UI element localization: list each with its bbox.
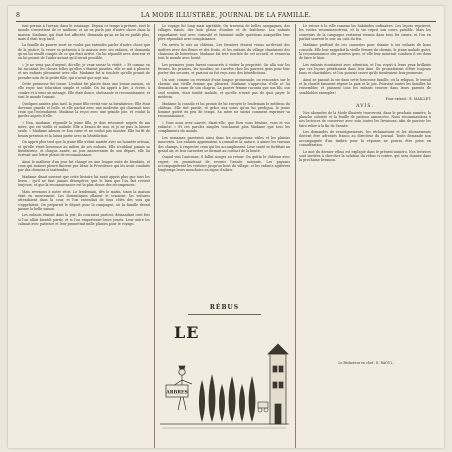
paragraph: Le retour à la ville ramena les habitudes ordinaires. Les leçons reprirent, les visites recommencèrent, et la vie reprit son cours paisible. Mais les souvenirs de la campagne restaient vivants dans tous les cœurs, et l'on en parlait souvent le soir, au coin du feu.	[299, 24, 431, 41]
paragraph: La famille du pauvre mort ne voulut pas entendre parler d'autre chose que de la justice; la veuve se présenta à la maison avec ses enfants, et demanda qu'on lui rendît compte de ce qui était arrivé. On lui répondit avec douceur et on lui promit de l'aider autant qu'il serait possible.	[18, 43, 150, 61]
page-header	[16, 12, 436, 21]
rebus-illustration	[158, 304, 291, 446]
paragraph: Nos abonnées de la Mode illustrée trouveront, dans le prochain numéro, la planche coloriée et la feuille de patrons annoncées. Nous recommandons à nos lectrices de conserver avec soin toutes les livraisons, afin de pouvoir les faire relier à la fin de l'année.	[299, 110, 431, 128]
paragraph: Quelques années plus tard, la jeune fille revint voir sa bienfaitrice. Elle était devenue grande et belle, et elle parlait avec une modestie qui charmait tous ceux qui l'entendaient. Madame la reçut avec une grande joie, et voulut la garder auprès d'elle.	[18, 101, 150, 119]
paragraph: Les enfants étaient dans la joie; ils couraient partout, demandant cent fois si l'on allait bientôt partir, et si l'on emporterait leurs jouets. Leur mère les calmait avec patience et leur promettait mille plaisirs pour le voyage.	[18, 213, 150, 227]
paragraph: Le mot du dernier rébus est expliqué dans le présent numéro. Nos lectrices sont invitées à chercher la solution du rébus ci-contre, qui sera donnée dans la prochaine livraison.	[299, 149, 431, 163]
section-title-avis: AVIS.	[356, 103, 374, 109]
column-right	[299, 24, 431, 448]
rebus-title: RÉBUS	[209, 304, 240, 311]
paragraph: Les premiers jours furent consacrés à visiter la propriété. On alla voir les fermes, les prairies, les moulins; on s'arrêta chez les pauvres gens pour leur porter des secours, et partout on fut reçu avec des bénédictions.	[158, 62, 290, 76]
cypress-trees	[199, 374, 255, 422]
paragraph: Madame la consola et lui promit de lui envoyer le lendemain le médecin du château. Elle tint parole, et grâce aux soins qu'on lui prodigua, le jeune homme guérit en peu de temps. Sa mère ne savait comment exprimer sa reconnaissance.	[158, 101, 290, 119]
paragraph: Un soir, comme on revenait d'une longue promenade, on rencontra sur le chemin une vieille femme qui pleurait. Madame s'approcha d'elle et lui demanda la cause de son chagrin. La pauvre femme raconta que son fils, son seul soutien, était tombé malade, et qu'elle n'avait pas de quoi payer le médecin.	[158, 77, 290, 100]
rebus-letters: LE	[174, 323, 200, 342]
column-divider	[154, 24, 155, 448]
journal-title: LA MODE ILLUSTRÉE, JOURNAL DE LA FAMILLE.	[140, 12, 312, 19]
article-signature: Pour extrait : E. MAILLET.	[385, 97, 431, 102]
editor-credit: Le Rédacteur en chef : E. RAOUL.	[338, 361, 394, 365]
paragraph: Madame disait souvent que cette histoire lui avait appris plus que tous les livres : qu'il ne faut jamais désespérer, que le bien que l'on fait revient toujours, et que la reconnaissance est la plus douce des récompenses.	[18, 174, 150, 188]
paragraph: Quand vint l'automne, il fallut songer au retour. On quitta le château avec regret, en promettant de revenir l'année suivante. Les paysans accompagnèrent les voitures jusqu'au bout du village, et les enfants agitèrent longtemps leurs mouchoirs en signe d'adieu.	[158, 155, 290, 173]
signboard-icon	[165, 385, 188, 397]
paragraph: Ainsi se passait la vie dans cette heureuse famille, où la religion, le travail et la charité faisaient régner la paix et la joie. Puissent toutes les familles lui ressembler, et puissent tous les enfants trouver dans leurs parents de semblables exemples!	[299, 77, 431, 95]
page-number: 8	[16, 12, 21, 19]
column-divider	[295, 24, 296, 448]
header-rule	[16, 21, 436, 22]
paragraph: Cette promesse fut tenue. L'enfant fut placée dans une bonne maison, où elle reçut une éducation simple et solide. On lui apprit à lire, à écrire, à coudre et à tenir un ménage. Elle était douce, obéissante et reconnaissante, et tout le monde l'aimait.	[18, 82, 150, 100]
building-icon	[268, 344, 288, 424]
paragraph: On apprit plus tard que la jeune fille s'était mariée avec un honnête artisan, et qu'elle vivait heureuse au milieu de ses enfants. Elle n'oubliait jamais sa bienfaitrice, et chaque année, au jour anniversaire de son départ, elle lui écrivait une lettre pleine de reconnaissance.	[18, 140, 150, 158]
sign-text: ARBRES	[166, 390, 188, 396]
column-left	[18, 24, 150, 448]
paragraph: Les enfants écoutaient avec attention, et l'on voyait à leurs yeux brillants que ces leçons pénétraient dans leur âme. Ils promettaient d'être toujours bons et charitables, et l'on pouvait croire qu'ils tiendraient leur promesse.	[299, 62, 431, 76]
wagon-icon	[258, 402, 268, 412]
newspaper-page	[8, 6, 444, 448]
column-middle	[158, 24, 290, 300]
paragraph: « Vous nous avez sauvés, disait-elle; que Dieu vous bénisse, vous et vos enfants! » Et ces paroles simples touchaient plus Madame que tous les compliments du monde.	[158, 120, 290, 134]
paragraph: « Je ne veux pas d'argent, dit-elle; je veux savoir la vérité. » Et comme on lui racontait les choses telles qu'elles s'étaient passées, elle se mit à pleurer, et ses enfants pleuraient avec elle. Madame fut si touchée qu'elle promit de prendre soin de la petite fille, qui n'avait que sept ans.	[18, 62, 150, 80]
paragraph: On arriva le soir au château. Les fermiers étaient venus au-devant des maîtres avec des fleurs et des fruits, et les enfants du village chantaient des chansons de bienvenue. Madame fut très touchée de cet accueil, et remercia tout le monde avec bonté.	[158, 43, 290, 61]
paragraph: Le voyage fut long mais agréable. On traversa de belles campagnes, des villages riants, des bois pleins d'ombre et de fraîcheur. Les enfants regardaient tout avec curiosité et faisaient mille questions auxquelles leur père répondait avec complaisance.	[158, 24, 290, 41]
paragraph: « Non, madame, répondit la jeune fille, je dois retourner auprès de ma mère, qui est vieille et malade. Elle a besoin de moi, et je ne puis la laisser seule. » Madame admira ce bon cœur et ne voulut pas insister. Elle lui fit de beaux présents et la laissa partir avec sa bénédiction.	[18, 120, 150, 138]
paragraph: Mais revenons à notre récit. Le lendemain, dès le matin, toute la maison était en mouvement. Les domestiques allaient et venaient, les voitures attendaient dans la cour, et l'on entendait de tous côtés des voix qui s'appelaient. On préparait le départ pour la campagne, où la famille devait passer la belle saison.	[18, 189, 150, 211]
paragraph: Madame profitait de ces causeries pour donner à ses enfants de bons conseils. Elle leur rappelait la vieille femme du chemin, le jeune malade guéri, la reconnaissance des pauvres gens, et elle leur montrait combien il est doux de faire le bien.	[299, 43, 431, 61]
paragraph: Ainsi le malheur d'un jour fut changé en une longue suite de bienfaits, et ceux qui avaient pleuré finirent par bénir la Providence qui les avait conduits par des chemins si inattendus.	[18, 159, 150, 173]
paragraph: Les demandes de renseignements, les réclamations et les abonnements doivent être adressés franco au directeur du journal. Toute demande non accompagnée d'un timbre pour la réponse ne pourra être prise en considération.	[299, 130, 431, 148]
paragraph: Les semaines passèrent ainsi dans les occupations utiles et les plaisirs innocents. Les enfants apprenaient à connaître la nature, à aimer les travaux des champs, à respecter ceux qui les accomplissent. Leur santé se fortifiait au grand air, et leur caractère se formait au contact de la bonté.	[158, 135, 290, 153]
paragraph: tout permis à l'avenir, dans le voisinage. Depuis ce temps à présent, tout le monde s'entretient de ce malheur, et on ne parle pas d'autre chose dans la maison. Madame, qui était fort affectée, demanda qu'on ne lui en parlât plus, mais il était trop tard.	[18, 24, 150, 41]
